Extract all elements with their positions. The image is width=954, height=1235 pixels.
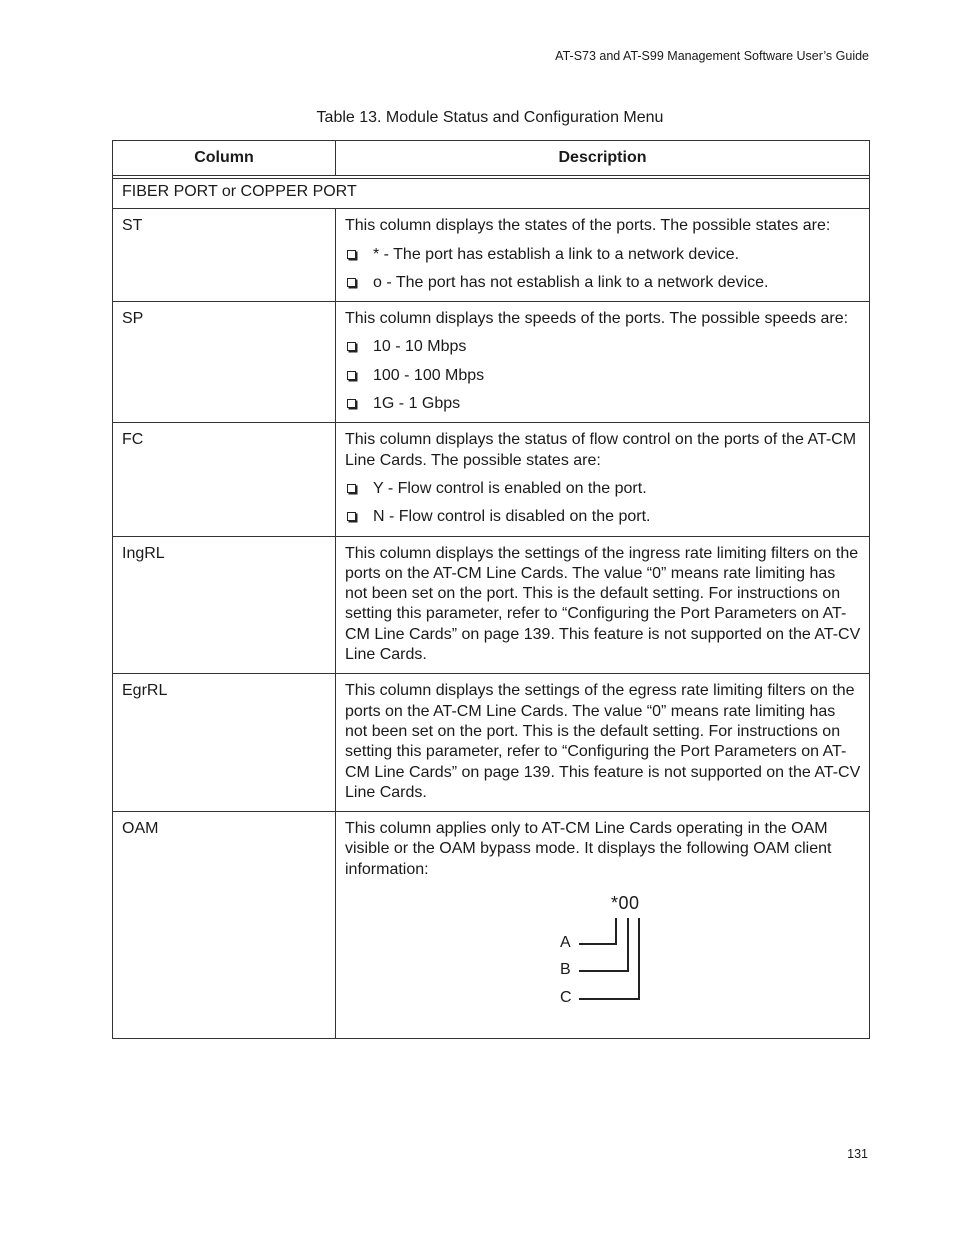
list-item	[345, 394, 861, 414]
section-label: FIBER PORT or COPPER PORT	[113, 179, 870, 209]
row-description	[336, 674, 870, 812]
list-item	[345, 507, 861, 527]
connector-line-b-horizontal	[579, 970, 629, 972]
connector-line-b-vertical	[627, 918, 629, 971]
description-text: This column displays the states of the ports. The possible states are:	[345, 217, 831, 235]
list-item-text: 1G - 1 Gbps	[373, 395, 461, 413]
checkbox-bullet-icon	[347, 278, 356, 287]
section-row	[113, 179, 870, 209]
description-text: This column displays the settings of the egress rate limiting filters on the ports on the AT-CM Line Cards. The value “0” means rate limiting has not been set on the port. This is the default setting. For instructions on setting this parameter, refer to “Configuring the Port Parameters on AT-CM Line Cards” on page 139. This feature is not supported on the AT-CV Line Cards.	[345, 682, 861, 801]
row-description	[336, 423, 870, 536]
row-column-name: ST	[113, 209, 336, 302]
diagram-label-a: A	[560, 934, 571, 952]
checkbox-bullet-icon	[347, 399, 356, 408]
module-status-table	[112, 140, 870, 1039]
list-item-text: * - The port has establish a link to a network device.	[373, 245, 740, 263]
list-item	[345, 245, 861, 265]
table-row	[113, 302, 870, 423]
list-item	[345, 366, 861, 386]
checkbox-bullet-icon	[347, 512, 356, 521]
oam-field-diagram	[345, 880, 861, 1030]
description-text: This column displays the speeds of the ports. The possible speeds are:	[345, 310, 849, 328]
connector-line-a-horizontal	[579, 943, 617, 945]
description-text: This column displays the status of flow control on the ports of the AT-CM Line Cards. The possible states are:	[345, 431, 857, 469]
list-item-text: Y - Flow control is enabled on the port.	[373, 479, 647, 497]
table-row	[113, 812, 870, 1039]
row-column-name: EgrRL	[113, 674, 336, 812]
running-header: AT-S73 and AT-S99 Management Software User’s Guide	[555, 49, 869, 63]
diagram-label-b: B	[560, 961, 571, 979]
page-number: 131	[847, 1147, 868, 1161]
row-description	[336, 536, 870, 674]
row-column-name: IngRL	[113, 536, 336, 674]
row-description	[336, 209, 870, 302]
list-item	[345, 337, 861, 357]
connector-line-c-vertical	[638, 918, 640, 999]
row-column-name: OAM	[113, 812, 336, 1039]
table-row	[113, 423, 870, 536]
list-item-text: 100 - 100 Mbps	[373, 366, 485, 384]
connector-line-c-horizontal	[579, 998, 640, 1000]
table-row	[113, 536, 870, 674]
oam-code: *00	[611, 893, 640, 914]
table-header-row	[113, 141, 870, 176]
list-item-text: N - Flow control is disabled on the port.	[373, 508, 651, 526]
diagram-label-c: C	[560, 989, 572, 1007]
row-description	[336, 302, 870, 423]
checkbox-bullet-icon	[347, 484, 356, 493]
connector-line-a-vertical	[615, 918, 617, 944]
description-text: This column displays the settings of the ingress rate limiting filters on the ports on the AT-CM Line Cards. The value “0” means rate limiting has not been set on the port. This is the default setting. For instructions on setting this parameter, refer to “Configuring the Port Parameters on AT-CM Line Cards” on page 139. This feature is not supported on the AT-CV Line Cards.	[345, 544, 861, 664]
row-column-name: FC	[113, 423, 336, 536]
list-item	[345, 273, 861, 293]
list-item-text: o - The port has not establish a link to a network device.	[373, 273, 769, 291]
table-row	[113, 674, 870, 812]
table-row	[113, 209, 870, 302]
row-column-name: SP	[113, 302, 336, 423]
checkbox-bullet-icon	[347, 342, 356, 351]
checkbox-bullet-icon	[347, 250, 356, 259]
checkbox-bullet-icon	[347, 371, 356, 380]
column-header: Column	[113, 141, 336, 176]
list-item-text: 10 - 10 Mbps	[373, 338, 467, 356]
description-text: This column applies only to AT-CM Line Cards operating in the OAM visible or the OAM bypass mode. It displays the following OAM client information:	[345, 820, 832, 878]
list-item	[345, 479, 861, 499]
table-caption: Table 13. Module Status and Configuration Menu	[316, 109, 664, 126]
description-header: Description	[336, 141, 870, 176]
row-description	[336, 812, 870, 1039]
